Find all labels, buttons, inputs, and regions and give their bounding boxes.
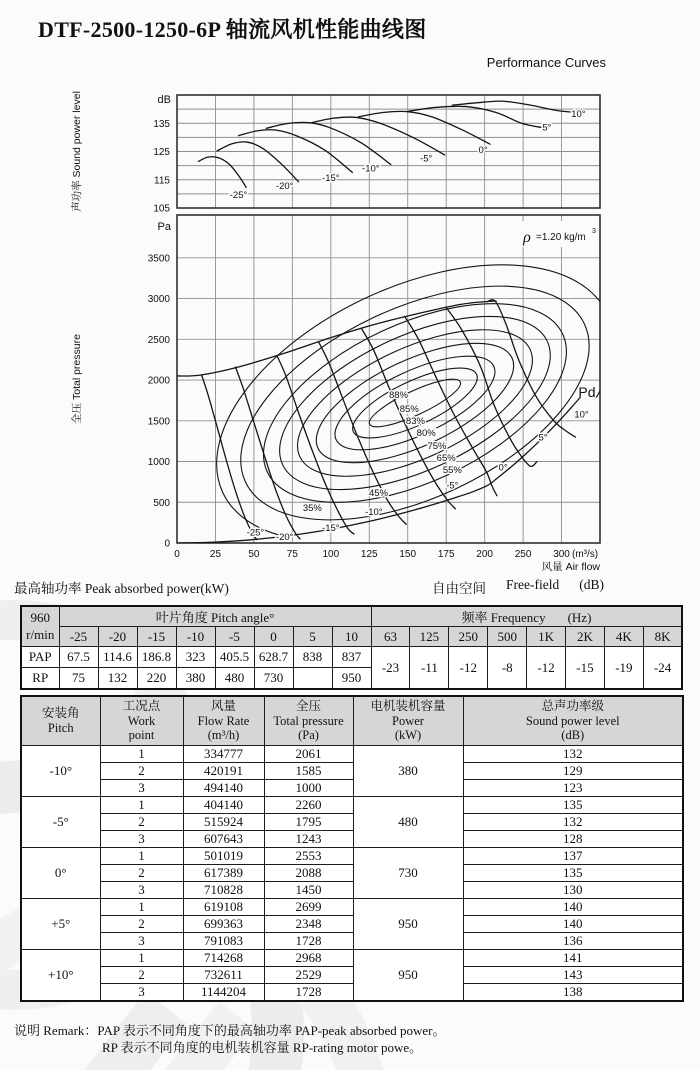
pressure-cell: 1728 [264, 933, 353, 950]
sound-level-cell: 138 [463, 984, 683, 1002]
pap-value: 837 [332, 647, 371, 668]
freq-col-header: 250 [449, 627, 488, 647]
rp-value: 380 [176, 668, 215, 690]
pitch-col-header: -15 [137, 627, 176, 647]
duty-col-header: 电机装机容量 Power (kW) [353, 696, 463, 746]
work-point-cell: 1 [100, 797, 183, 814]
x-tick: 300 [553, 549, 570, 560]
pressure-cell: 2699 [264, 899, 353, 916]
x-tick: 100 [322, 549, 340, 560]
chart-curve [359, 111, 491, 144]
pressure-cell: 2553 [264, 848, 353, 865]
flow-rate-cell: 714268 [183, 950, 264, 967]
pitch-cell: +10° [21, 950, 100, 1002]
row-label: PAP [21, 647, 59, 668]
speed-cell: 960 r/min [21, 606, 59, 647]
sound-level-cell: 132 [463, 814, 683, 831]
flow-rate-cell: 494140 [183, 780, 264, 797]
rp-value: 730 [254, 668, 293, 690]
pressure-cell: 1795 [264, 814, 353, 831]
efficiency-label: 88% [388, 389, 409, 401]
work-point-cell: 3 [100, 882, 183, 899]
sound-level-cell: 128 [463, 831, 683, 848]
pressure-cell: 1000 [264, 780, 353, 797]
work-point-cell: 3 [100, 780, 183, 797]
rp-value: 75 [59, 668, 98, 690]
pitch-cell: 0° [21, 848, 100, 899]
free-field-caption [432, 577, 604, 597]
pitch-col-header: -10 [176, 627, 215, 647]
pitch-col-header: -25 [59, 627, 98, 647]
remark [14, 1023, 446, 1057]
density-rho: ρ [523, 229, 531, 246]
row-label: RP [21, 668, 59, 690]
page-subtitle: Performance Curves [486, 55, 606, 70]
pressure-cell: 2088 [264, 865, 353, 882]
freq-correction-value: -11 [410, 647, 449, 690]
y-tick: 3000 [147, 294, 170, 306]
pitch-angle-label: -10° [362, 163, 380, 175]
density-value: =1.20 kg/m [536, 232, 586, 243]
x-tick: 250 [514, 549, 532, 560]
pap-value: 323 [176, 647, 215, 668]
y-tick: 135 [153, 118, 170, 130]
flow-rate-cell: 617389 [183, 865, 264, 882]
pitch-col-header: -20 [98, 627, 137, 647]
pap-value: 838 [293, 647, 332, 668]
pitch-angle-label: 0° [478, 144, 488, 156]
pitch-angle-label: 10° [571, 109, 586, 121]
freq-col-header: 125 [410, 627, 449, 647]
x-tick: 50 [248, 549, 260, 560]
flow-rate-cell: 710828 [183, 882, 264, 899]
page-title: DTF-2500-1250-6P 轴流风机性能曲线图 [38, 17, 427, 42]
pitch-angle-label: -25° [229, 189, 248, 201]
work-point-cell: 2 [100, 865, 183, 882]
pitch-col-header: 10 [332, 627, 371, 647]
rp-value [293, 668, 332, 690]
flow-axis-label: 风量 Air flow [541, 561, 600, 573]
noise-unit-label: dB [157, 94, 171, 106]
y-tick: 3500 [147, 253, 170, 265]
work-point-cell: 2 [100, 763, 183, 780]
pressure-axis-label: 全压 Total pressure [71, 334, 83, 424]
x-tick: 25 [209, 549, 222, 560]
work-point-cell: 2 [100, 814, 183, 831]
efficiency-label: 55% [442, 464, 462, 476]
pitch-angle-label: 5° [538, 432, 548, 444]
work-point-cell: 2 [100, 916, 183, 933]
freq-col-header: 63 [371, 627, 410, 647]
flow-rate-cell: 619108 [183, 899, 264, 916]
pd-label: Pd [578, 384, 596, 401]
power-cell: 730 [353, 848, 463, 899]
sound-level-cell: 135 [463, 797, 683, 814]
work-point-cell: 1 [100, 746, 183, 763]
efficiency-label: 83% [405, 416, 425, 428]
pitch-col-header: 5 [293, 627, 332, 647]
pitch-angle-label: 0° [498, 462, 508, 474]
flow-rate-cell: 420191 [183, 763, 264, 780]
freq-correction-value: -12 [527, 647, 566, 690]
flow-rate-cell: 607643 [183, 831, 264, 848]
x-tick: 175 [437, 549, 455, 560]
x-tick: 125 [360, 549, 378, 560]
pitch-angle-label: 5° [542, 122, 552, 134]
efficiency-label: 45% [368, 488, 389, 500]
flow-rate-cell: 732611 [183, 967, 264, 984]
y-tick: 2000 [147, 375, 170, 387]
y-tick: 0 [164, 538, 170, 550]
flow-rate-cell: 1144204 [183, 984, 264, 1002]
x-tick: 150 [399, 549, 417, 560]
pressure-cell: 1450 [264, 882, 353, 899]
power-cell: 380 [353, 746, 463, 797]
efficiency-label: 80% [416, 427, 436, 439]
pressure-cell: 1585 [264, 763, 353, 780]
efficiency-contour [234, 263, 596, 544]
rp-value: 480 [215, 668, 254, 690]
pressure-cell: 2968 [264, 950, 353, 967]
sound-level-cell: 140 [463, 899, 683, 916]
duty-col-header: 风量 Flow Rate (m³/h) [183, 696, 264, 746]
efficiency-contour [344, 354, 486, 451]
chart-curve [177, 301, 496, 376]
y-tick: 1500 [147, 416, 170, 428]
work-point-cell: 3 [100, 933, 183, 950]
efficiency-contour [254, 281, 575, 526]
sound-level-cell: 137 [463, 848, 683, 865]
free-field-en: Free-field [506, 577, 560, 592]
pressure-cell: 2260 [264, 797, 353, 814]
duty-col-header: 安装角 Pitch [21, 696, 100, 746]
chart-curve [202, 375, 257, 540]
x-tick: 0 [174, 549, 180, 560]
pitch-cell: -10° [21, 746, 100, 797]
freq-correction-value: -15 [566, 647, 605, 690]
sound-level-cell: 141 [463, 950, 683, 967]
pitch-angle-label: -25° [246, 527, 265, 539]
density-sup: 3 [592, 228, 596, 235]
freq-correction-value: -24 [643, 647, 682, 690]
sound-level-cell: 132 [463, 746, 683, 763]
work-point-cell: 1 [100, 950, 183, 967]
efficiency-label: 35% [302, 502, 322, 514]
work-point-cell: 3 [100, 984, 183, 1002]
pitch-angle-label: -15° [322, 172, 340, 184]
duty-col-header: 总声功率级 Sound power level (dB) [463, 696, 683, 746]
pitch-angle-label: -10° [365, 506, 383, 518]
flow-rate-cell: 515924 [183, 814, 264, 831]
power-cell: 950 [353, 899, 463, 950]
sound-level-cell: 129 [463, 763, 683, 780]
y-tick: 500 [153, 497, 170, 509]
angle-table [20, 605, 683, 690]
pitch-angle-label: -5° [420, 153, 433, 165]
sound-level-cell: 130 [463, 882, 683, 899]
freq-col-header: 500 [488, 627, 527, 647]
work-point-cell: 1 [100, 848, 183, 865]
pap-value: 186.8 [137, 647, 176, 668]
pitch-cell: +5° [21, 899, 100, 950]
pitch-angle-header: 叶片角度 Pitch angle° [59, 606, 371, 627]
y-tick: 2500 [147, 334, 170, 346]
y-tick: 105 [153, 203, 170, 215]
chart-curve [266, 122, 391, 164]
chart-curve [177, 398, 580, 543]
freq-correction-value: -23 [371, 647, 410, 690]
flow-rate-cell: 334777 [183, 746, 264, 763]
pressure-cell: 2348 [264, 916, 353, 933]
freq-col-header: 4K [604, 627, 643, 647]
freq-col-header: 2K [566, 627, 605, 647]
efficiency-label: 85% [399, 404, 419, 416]
sound-level-cell: 135 [463, 865, 683, 882]
x-tick: 75 [286, 549, 298, 560]
x-tick: 200 [476, 549, 493, 560]
pap-value: 405.5 [215, 647, 254, 668]
work-point-cell: 1 [100, 899, 183, 916]
sound-level-cell: 136 [463, 933, 683, 950]
chart-curve [235, 367, 300, 539]
efficiency-label: 65% [436, 453, 456, 465]
freq-col-header: 8K [643, 627, 682, 647]
pitch-col-header: 0 [254, 627, 293, 647]
rp-value: 220 [137, 668, 176, 690]
freq-correction-value: -8 [488, 647, 527, 690]
pitch-cell: -5° [21, 797, 100, 848]
y-tick: 125 [153, 147, 170, 158]
pitch-angle-label: -5° [446, 480, 459, 492]
pitch-angle-label: 10° [574, 409, 589, 421]
peak-power-caption: 最高轴功率 Peak absorbed power(kW) [14, 581, 229, 596]
flow-rate-cell: 699363 [183, 916, 264, 933]
flow-rate-cell: 501019 [183, 848, 264, 865]
chart-curve [217, 142, 299, 182]
noise-axis-label: 声功率 Sound power level [71, 91, 83, 212]
freq-correction-value: -12 [449, 647, 488, 690]
pressure-unit-label: Pa [157, 221, 171, 233]
pitch-angle-label: -20° [275, 180, 294, 192]
chart-curve [199, 157, 247, 188]
y-tick: 1000 [147, 457, 170, 469]
work-point-cell: 2 [100, 967, 183, 984]
pap-value: 628.7 [254, 647, 293, 668]
pressure-cell: 1728 [264, 984, 353, 1002]
sound-level-cell: 123 [463, 780, 683, 797]
pitch-angle-label: -20° [275, 531, 294, 543]
pitch-angle-label: -15° [322, 522, 340, 534]
efficiency-label: 75% [427, 440, 447, 452]
sound-level-cell: 140 [463, 916, 683, 933]
efficiency-contour [323, 337, 508, 469]
duty-table [20, 695, 684, 1002]
flow-rate-cell: 791083 [183, 933, 264, 950]
freq-col-header: 1K [527, 627, 566, 647]
flow-rate-cell: 404140 [183, 797, 264, 814]
remark-line2: RP 表示不同角度的电机装机容量 RP-rating motor powe。 [102, 1039, 423, 1055]
power-cell: 480 [353, 797, 463, 848]
pap-value: 114.6 [98, 647, 137, 668]
free-field-unit: (dB) [579, 577, 604, 592]
work-point-cell: 3 [100, 831, 183, 848]
pressure-cell: 1243 [264, 831, 353, 848]
duty-col-header: 全压 Total pressure (Pa) [264, 696, 353, 746]
remark-line1: 说明 Remark：PAP 表示不同角度下的最高轴功率 PAP-peak absorbed power。 [14, 1023, 446, 1038]
free-field-cn: 自由空间 [432, 581, 486, 596]
rp-value: 950 [332, 668, 371, 690]
pap-value: 67.5 [59, 647, 98, 668]
y-tick: 115 [154, 175, 170, 187]
pitch-col-header: -5 [215, 627, 254, 647]
power-cell: 950 [353, 950, 463, 1002]
x-unit: (m³/s) [572, 549, 599, 560]
pressure-cell: 2529 [264, 967, 353, 984]
duty-col-header: 工况点 Work point [100, 696, 183, 746]
pressure-cell: 2061 [264, 746, 353, 763]
sound-level-cell: 143 [463, 967, 683, 984]
rp-value: 132 [98, 668, 137, 690]
freq-correction-value: -19 [604, 647, 643, 690]
chart-curve [312, 117, 444, 155]
frequency-header: 频率 Frequency (Hz) [371, 606, 682, 627]
